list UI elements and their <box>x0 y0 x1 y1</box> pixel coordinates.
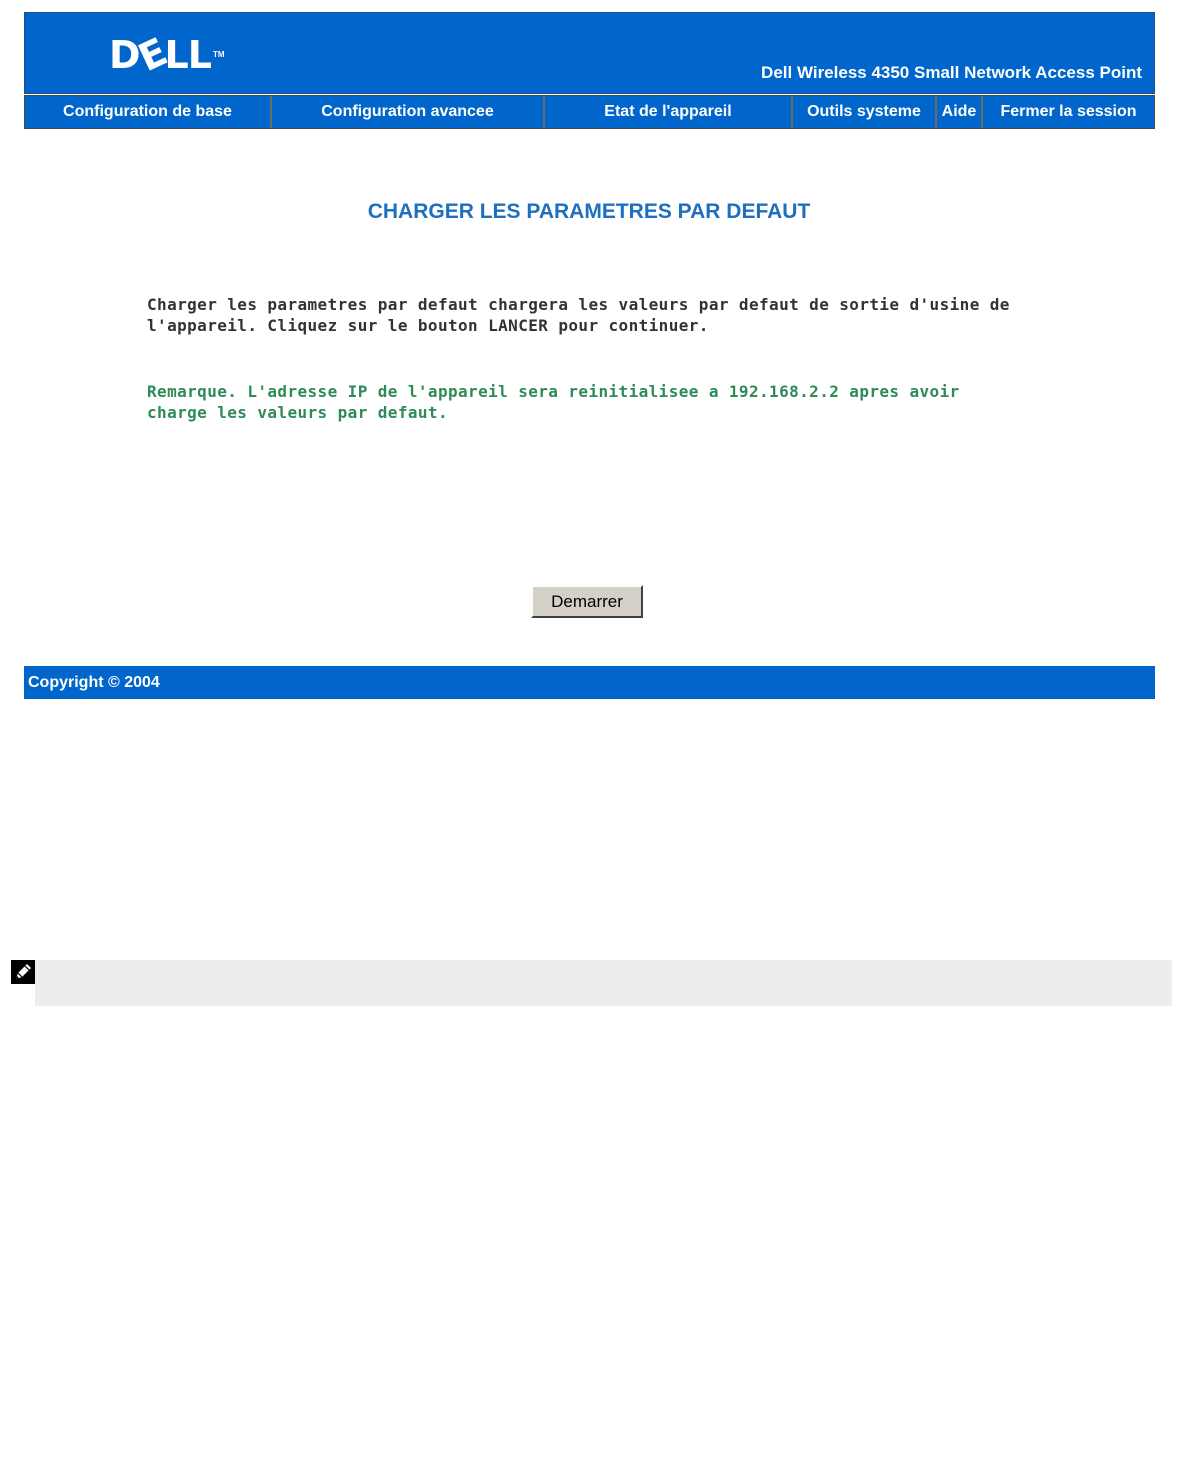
remark-text: Remarque. L'adresse IP de l'appareil sera reinitialisee a 192.168.2.2 apres avoir charge les valeurs par defaut. <box>147 382 960 422</box>
page-title: CHARGER LES PARAMETRES PAR DEFAUT <box>367 200 811 223</box>
note-box <box>35 960 1172 1006</box>
nav-item-configuration-de-base[interactable]: Configuration de base <box>25 96 272 128</box>
start-button[interactable]: Demarrer <box>531 585 643 618</box>
header-banner <box>24 12 1155 94</box>
nav-item-outils-systeme[interactable]: Outils systeme <box>793 96 937 128</box>
dell-logo: DELL ™ <box>109 29 225 81</box>
nav-item-etat-de-l-appareil[interactable]: Etat de l'appareil <box>545 96 793 128</box>
copyright-text: Copyright © 2004 <box>28 673 160 691</box>
nav-item-configuration-avancee[interactable]: Configuration avancee <box>272 96 545 128</box>
footer-bar <box>24 666 1155 699</box>
nav-item-fermer-la-session[interactable]: Fermer la session <box>1000 103 1137 120</box>
product-name: Dell Wireless 4350 Small Network Access Point <box>761 63 1142 82</box>
pencil-note-icon <box>11 960 35 984</box>
nav-item-aide[interactable]: Aide <box>937 96 983 128</box>
main-navigation <box>24 95 1155 129</box>
trademark-symbol: TM <box>212 50 225 59</box>
description-text: Charger les parametres par defaut chargera les valeurs par defaut de sortie d'usine de l'appareil. Cliquez sur le bouton LANCER pour continuer. <box>147 295 1010 335</box>
